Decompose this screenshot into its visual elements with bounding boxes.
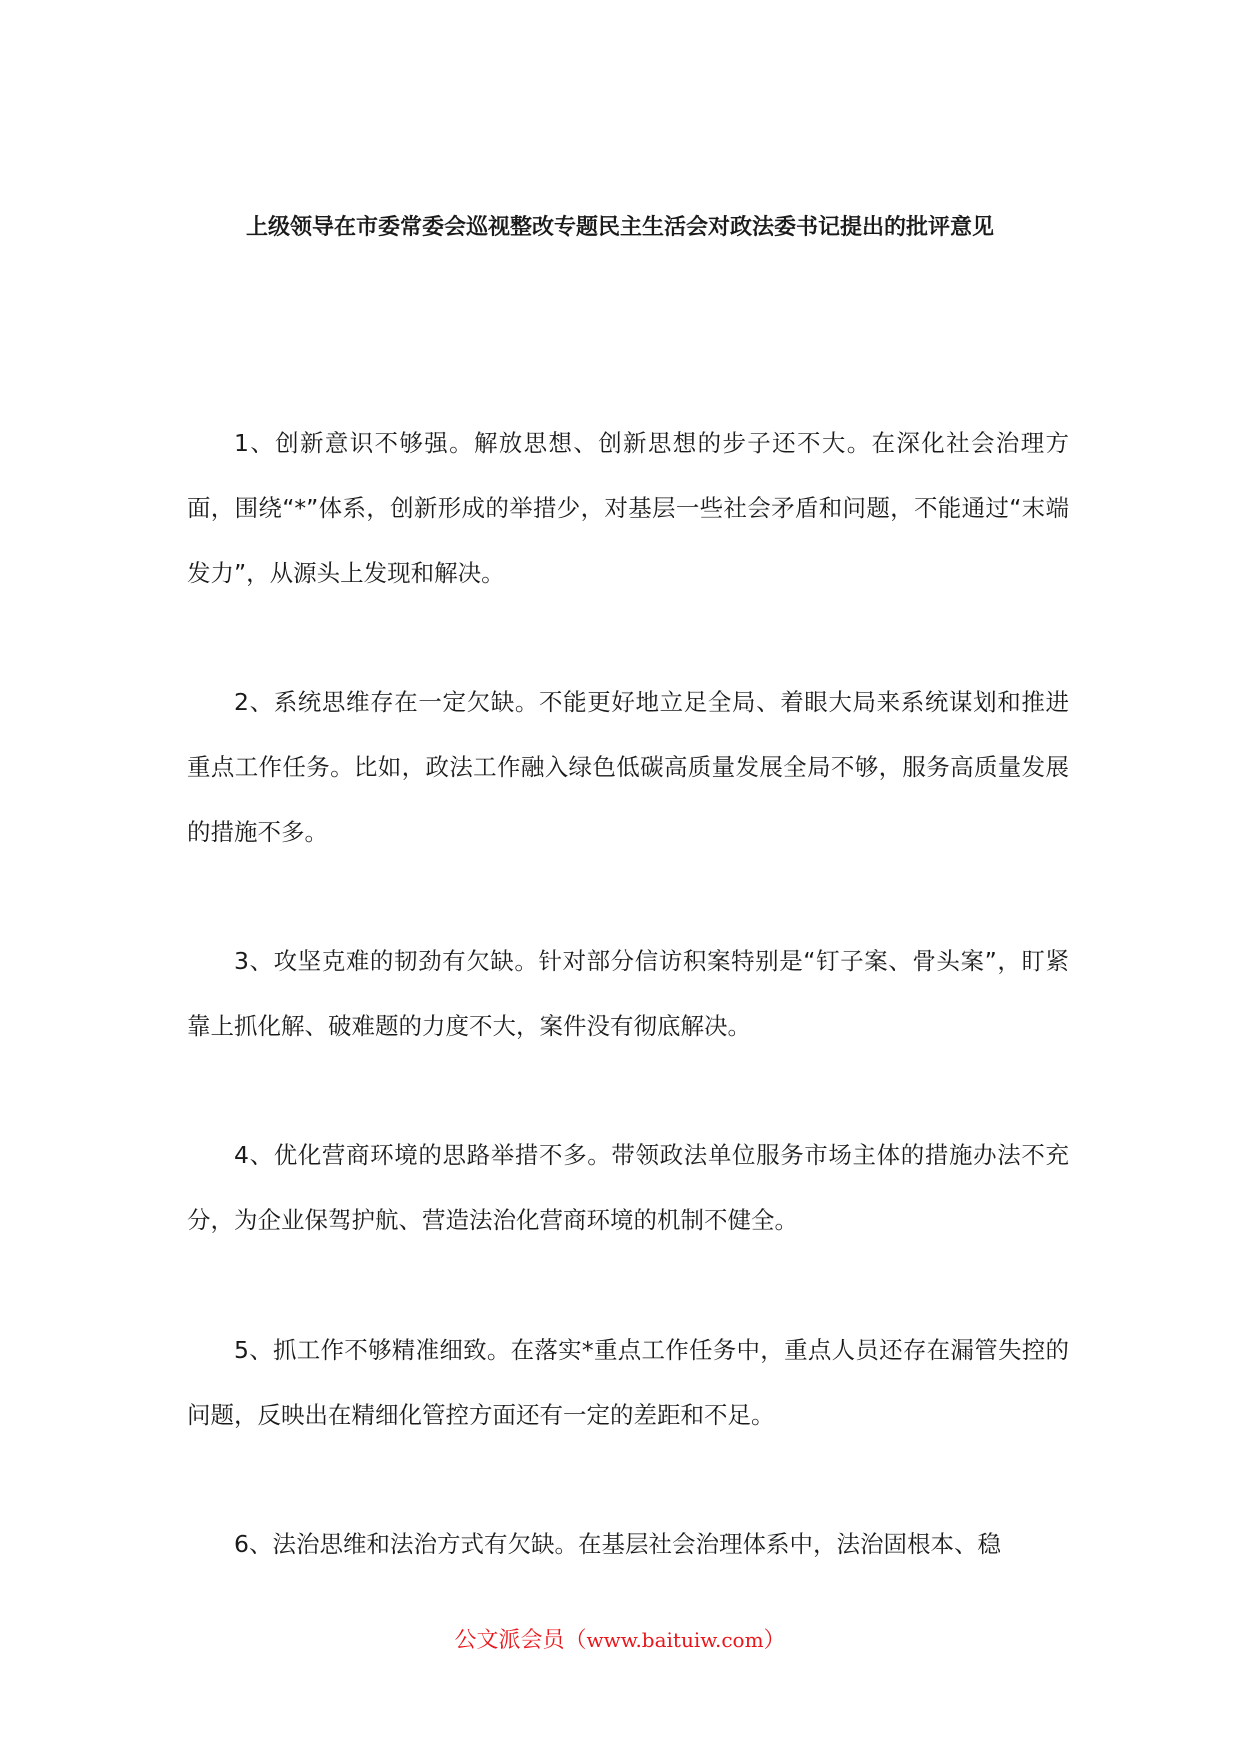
paragraph-2: 2、系统思维存在一定欠缺。不能更好地立足全局、着眼大局来系统谋划和推进重点工作任务。比如，政法工作融入绿色低碳高质量发展全局不够，服务高质量发展的措施不多。 — [187, 688, 1069, 846]
footer-url[interactable]: www.baituiw.com — [586, 1628, 764, 1652]
paragraph-4: 4、优化营商环境的思路举措不多。带领政法单位服务市场主体的措施办法不充分，为企业保驾护航、营造法治化营商环境的机制不健全。 — [187, 1141, 1069, 1234]
paragraph-6: 6、法治思维和法治方式有欠缺。在基层社会治理体系中，法治固根本、稳 — [234, 1530, 1001, 1558]
footer-label: 公文派会员（ — [454, 1628, 587, 1653]
paragraph-1: 1、创新意识不够强。解放思想、创新思想的步子还不大。在深化社会治理方面，围绕“*”体系，创新形成的举措少，对基层一些社会矛盾和问题，不能通过“末端发力”，从源头上发现和解决。 — [187, 429, 1069, 587]
footer-close: ） — [763, 1628, 786, 1653]
paragraph-3: 3、攻坚克难的韧劲有欠缺。针对部分信访积案特别是“钉子案、骨头案”，盯紧靠上抓化解、破难题的力度不大，案件没有彻底解决。 — [187, 947, 1069, 1040]
document-title: 上级领导在市委常委会巡视整改专题民主生活会对政法委书记提出的批评意见 — [245, 215, 994, 240]
footer-watermark — [0, 1624, 1240, 1657]
paragraph-5: 5、抓工作不够精准细致。在落实*重点工作任务中，重点人员还存在漏管失控的问题，反映出在精细化管控方面还有一定的差距和不足。 — [187, 1336, 1069, 1429]
